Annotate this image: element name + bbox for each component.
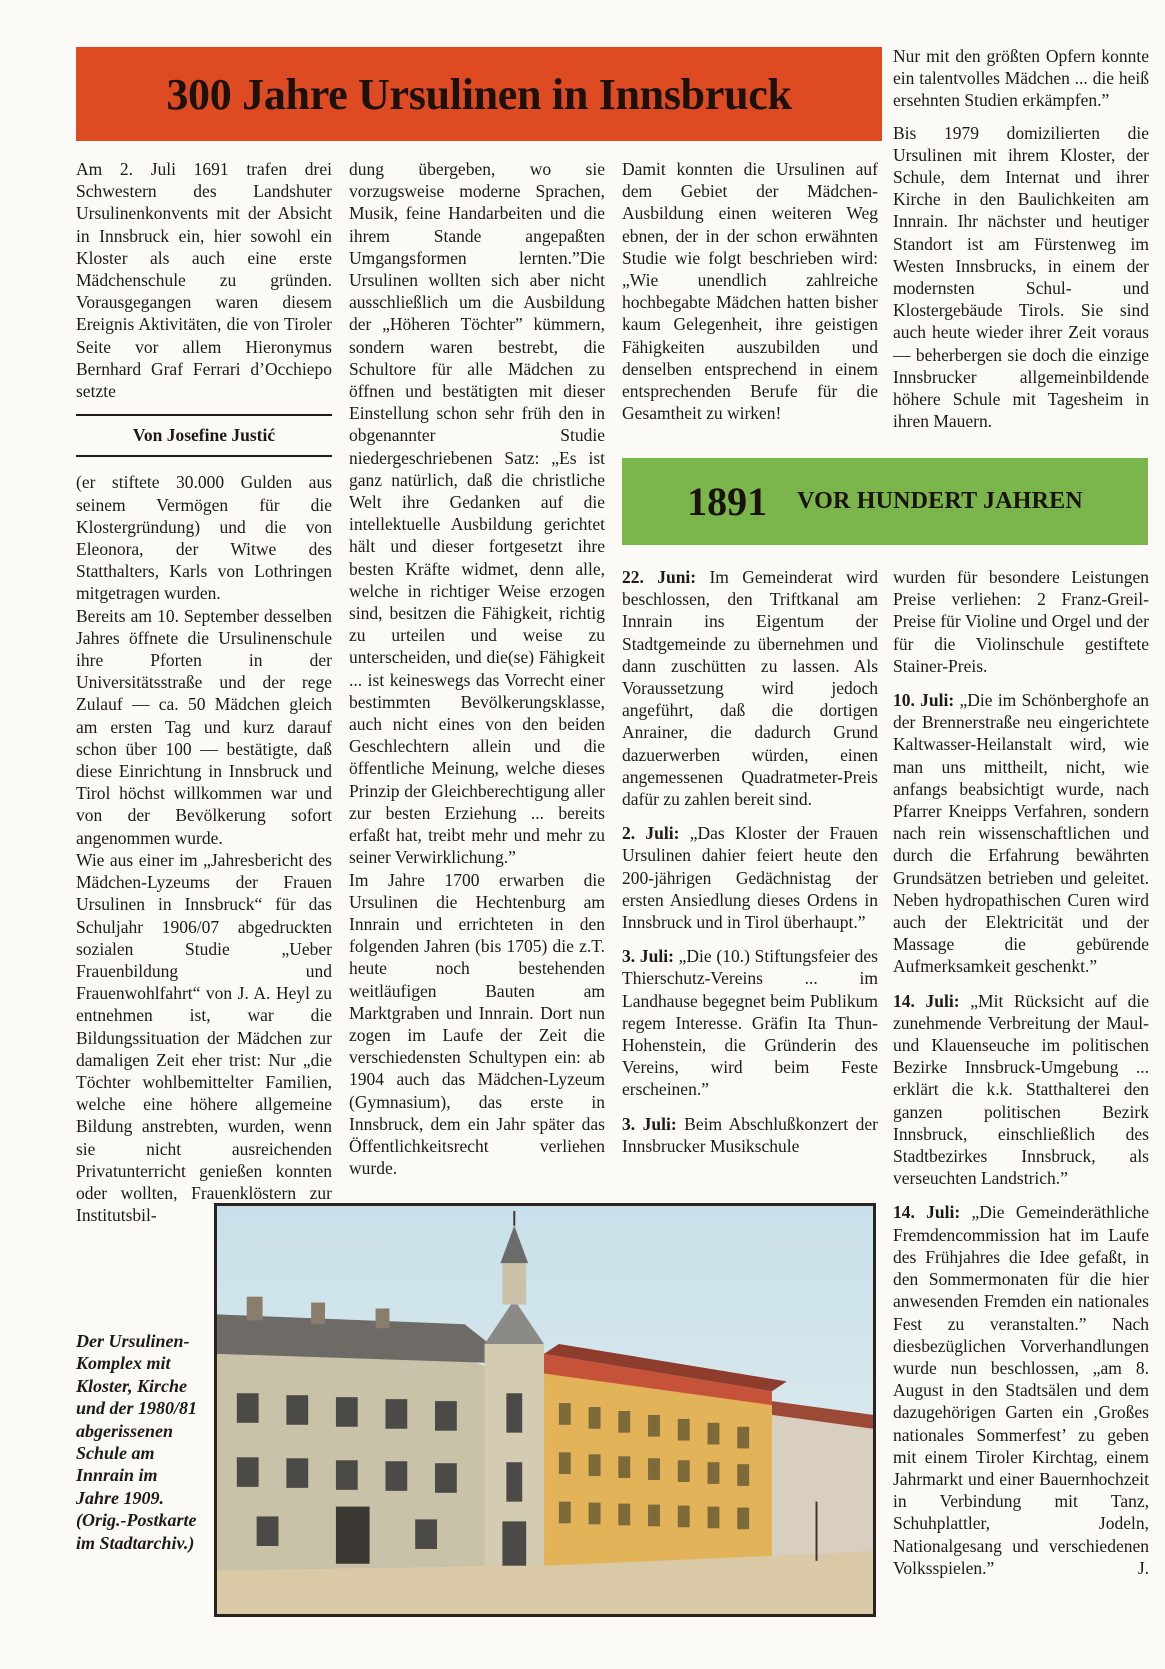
- article-column-3: [622, 158, 878, 424]
- title-banner: [76, 47, 882, 141]
- entry-text: Beim Abschlußkonzert der Innsbrucker Musikschule: [622, 1113, 878, 1156]
- article-column-2: [349, 158, 605, 1179]
- byline: [76, 414, 332, 457]
- chronicle-entry: [622, 1113, 878, 1157]
- entry-date: 14. Juli:: [893, 1202, 961, 1223]
- article-paragraph: dung übergeben, wo sie vorzugsweise moderne Sprachen, Musik, feine Handarbeiten und die ihrem Stande angepaßten Umgangsformen lernten.”Die Ursulinen wollten sich aber nicht ausschließlich um die Ausbildung der „Höheren Töchter” kümmern, sondern waren bestrebt, die Schultore für alle Mädchen zu öffnen und bestätigten mit dieser Einstellung schon sehr früh den in obgenannter Studie niedergeschriebenen Satz: „Es ist ganz natürlich, daß die christliche Welt ihre Gedanken auf die intellektuelle Ausbildung gerichtet hält und dieser fortgesetzt ihre besten Kräfte widmet, denn alle, welche in richtiger Weise erzogen sind, besitzen die Fähigkeit, richtig zu urteilen und weise zu unterscheiden, und die(se) Fähigkeit ... ist keineswegs das Vorrecht einer bestimmten Bevölkerungsklasse, auch nicht eines von den beiden Geschlechtern allein und die öffentliche Meinung, welche dieses Prinzip der Gleichberechtigung aller zur besten Erziehung ... bereits erfaßt hat, treibt mehr und mehr zu seiner Verwirklichung.”: [349, 159, 605, 868]
- chronicle-entry: [622, 945, 878, 1100]
- author-name: Von Josefine Justić: [132, 425, 276, 446]
- article-title: 300 Jahre Ursulinen in Innsbruck: [166, 69, 792, 119]
- chronicle-label: VOR HUNDERT JAHREN: [797, 488, 1083, 514]
- article-column-4: [893, 45, 1149, 432]
- chronicle-entry: [893, 1201, 1149, 1578]
- article-paragraph: Damit konnten die Ursulinen auf dem Gebiet der Mädchen-Ausbildung einen weiteren Weg ebnen, der in der schon erwähnten Studie wie folgt beschrieben wird: „Wie unendlich zahlreiche hochbegabte Mädchen hatten bisher kaum Gelegenheit, ihre geistigen Fähigkeiten auszubilden und denselben entsprechend in einem entsprechenden Berufe für die Gesamtheit zu wirken!: [622, 159, 878, 424]
- chronicle-entry: wurden für besondere Leistungen Preise verliehen: 2 Franz-Greil-Preise für Violine und Orgel und der für die Violinschule gestiftete Stainer-Preis.: [893, 567, 1149, 676]
- entry-date: 14. Juli:: [893, 990, 960, 1011]
- entry-text: „Mit Rücksicht auf die zunehmende Verbreitung der Maul- und Klauenseuche im politischen Bezirke Innsbruck-Umgebung ... erklärt die k.k. Statthalterei den ganzen politischen Bezirk Innsbruck, einschließlich des Stadtbezirkes Innsbruck, als verseuchten Landstrich.”: [893, 990, 1149, 1189]
- entry-text: Im Gemeinderat wird beschlossen, den Triftkanal am Innrain ins Eigentum der Stadtgemeinde zu übernehmen und dann zuschütten zu lassen. Als Voraussetzung wird jedoch angeführt, daß die dortigen Anrainer, die dadurch Grund dazuerwerben würden, einen angemessenen Quadratmeter-Preis dafür zu zahlen bereit sind.: [622, 567, 879, 810]
- entry-date: 10. Juli:: [893, 690, 955, 711]
- postcard-photo: [214, 1203, 876, 1617]
- entry-date: 3. Juli:: [622, 946, 674, 967]
- entry-text: „Das Kloster der Frauen Ursulinen dahier feiert heute den 200-jährigen Gedächnistag der ersten Ansiedlung dieses Ordens in Innsbruck und in Tirol überhaupt.”: [622, 823, 878, 933]
- chronicle-column-2: [893, 566, 1149, 1591]
- entry-text: „Die (10.) Stiftungsfeier des Thierschutz-Vereins ... im Landhause begegnet beim Publikum regem Interesse. Gräfin Ita Thun-Hohenstein, die Gründerin des Vereins, wird beim Feste erscheinen.”: [622, 946, 878, 1100]
- article-paragraph: Nur mit den größten Opfern konnte ein talentvolles Mädchen ... die heiß ersehnten Studien erkämpfen.”: [893, 46, 1149, 111]
- photo-caption: Der Ursulinen-Komplex mit Kloster, Kirche und der 1980/81 abgerissenen Schule am Innrain im Jahre 1909. (Orig.-Postkarte im Stadtarchiv.): [76, 1331, 198, 1553]
- article-paragraph: (er stiftete 30.000 Gulden aus seinem Vermögen für die Klostergründung) und die von Eleonora, der Witwe des Statthalters, Karls von Lothringen mitgetragen wurden.: [76, 472, 332, 604]
- article-paragraph: Wie aus einer im „Jahresbericht des Mädchen-Lyzeums der Frauen Ursulinen in Innsbruck“ für das Schuljahr 1906/07 abgedruckten sozialen Studie „Ueber Frauenbildung und Frauenwohlfahrt“ von J. A. Heyl zu entnehmen ist, war die Bildungssituation der Mädchen zur damaligen Zeit eher trist: Nur „die Töchter wohlbemittelter Familien, welche eine höhere allgemeine Bildung anstrebten, wurden, wenn sie nicht ausreichenden Privatunterricht genießen konnten oder wollten, Frauenklöstern zur Institutsbil-: [76, 849, 332, 1226]
- article-paragraph: Im Jahre 1700 erwarben die Ursulinen die Hechtenburg am Innrain und errichteten in den folgenden Jahren (bis 1705) die z.T. heute noch bestehenden weitläufigen Bauten am Marktgraben und Innrain. Dort nun zogen im Laufe der Zeit die verschiedensten Schultypen ein: ab 1904 auch das Mädchen-Lyzeum (Gymnasium), das erste in Innsbruck, dem ein Jahr später das Öffentlichkeitsrecht verliehen wurde.: [349, 869, 605, 1179]
- entry-text: „Die Gemeinderäthliche Fremdencommission hat im Laufe des Frühjahres die Idee gefaßt, in den Sommermonaten für die hier anwesenden Fremden ein nationales Fest zu veranstalten.” Nach diesbezüglichen Vorverhandlungen wurde nun beschlossen, „am 8. August in den Stadtsälen und dem dazugehörigen Garten ein ‚Großes nationales Sommerfest’ zu geben mit einem Tiroler Kirchtag, einem Jahrmarkt und einer Bauernhochzeit in Verbindung mit Tanz, Schuhplattler, Jodeln, Nationalgesang und verschiedenen Volksspielen.”: [893, 1202, 1149, 1578]
- chronicle-entry: [622, 566, 878, 810]
- entry-date: 3. Juli:: [622, 1113, 677, 1134]
- chronicle-entry: [622, 822, 878, 933]
- chronicle-entry: [893, 990, 1149, 1190]
- entry-text: „Die im Schönberghofe an der Brennerstraße neu eingerichtete Kaltwasser-Heilanstalt wird, wie man uns mittheilt, nicht, wie anfangs beabsichtigt wurde, nach Pfarrer Kneipps Verfahren, sondern nach rein wissenschaftlichen und durch die Erfahrung bewährten Grundsätzen betrieben und geleitet. Neben hydropathischen Curen wird auch der Elektricität und der Massage die gebürende Aufmerksamkeit geschenkt.”: [893, 690, 1150, 977]
- article-paragraph: Bis 1979 domizilierten die Ursulinen mit ihrem Kloster, der Schule, dem Internat und ihrer Kirche in den Baulichkeiten am Innrain. Ihr nächster und heutiger Standort ist am Fürstenweg im Westen Innsbrucks, in einem der modernsten Schul- und Klostergebäude Tirols. Sie sind auch heute wieder ihrer Zeit voraus — beherbergen sie doch die einzige Innsbrucker allgemeinbildende höhere Schule mit Tagesheim in ihren Mauern.: [893, 122, 1149, 432]
- article-paragraph: Bereits am 10. September desselben Jahres öffnete die Ursulinenschule ihre Pforten in der Universitätsstraße und der rege Zulauf — ca. 50 Mädchen gleich am ersten Tag und kurz darauf schon über 100 — bestätigte, daß diese Einrichtung in Innsbruck und Tirol höchst willkommen war und von der Bevölkerung sofort angenommen wurde.: [76, 605, 332, 848]
- chronicle-banner: [622, 458, 1148, 545]
- chronicle-year: 1891: [687, 479, 768, 524]
- signature: J.: [1137, 1557, 1149, 1578]
- ursulinen-building-illustration: [217, 1206, 873, 1614]
- article-paragraph: Am 2. Juli 1691 trafen drei Schwestern des Landshuter Ursulinenkonvents mit der Absicht in Innsbruck ein, hier sowohl ein Kloster als auch eine erste Mädchenschule zu gründen. Vorausgegangen waren diesem Ereignis Aktivitäten, die von Tiroler Seite vor allem Hieronymus Bernhard Graf Ferrari d’Occhiepo setzte: [76, 159, 332, 402]
- entry-date: 2. Juli:: [622, 823, 680, 844]
- chronicle-entry: [893, 689, 1149, 978]
- chronicle-column-1: [622, 566, 878, 1169]
- entry-date: 22. Juni:: [622, 567, 697, 587]
- article-column-1: [76, 158, 332, 1226]
